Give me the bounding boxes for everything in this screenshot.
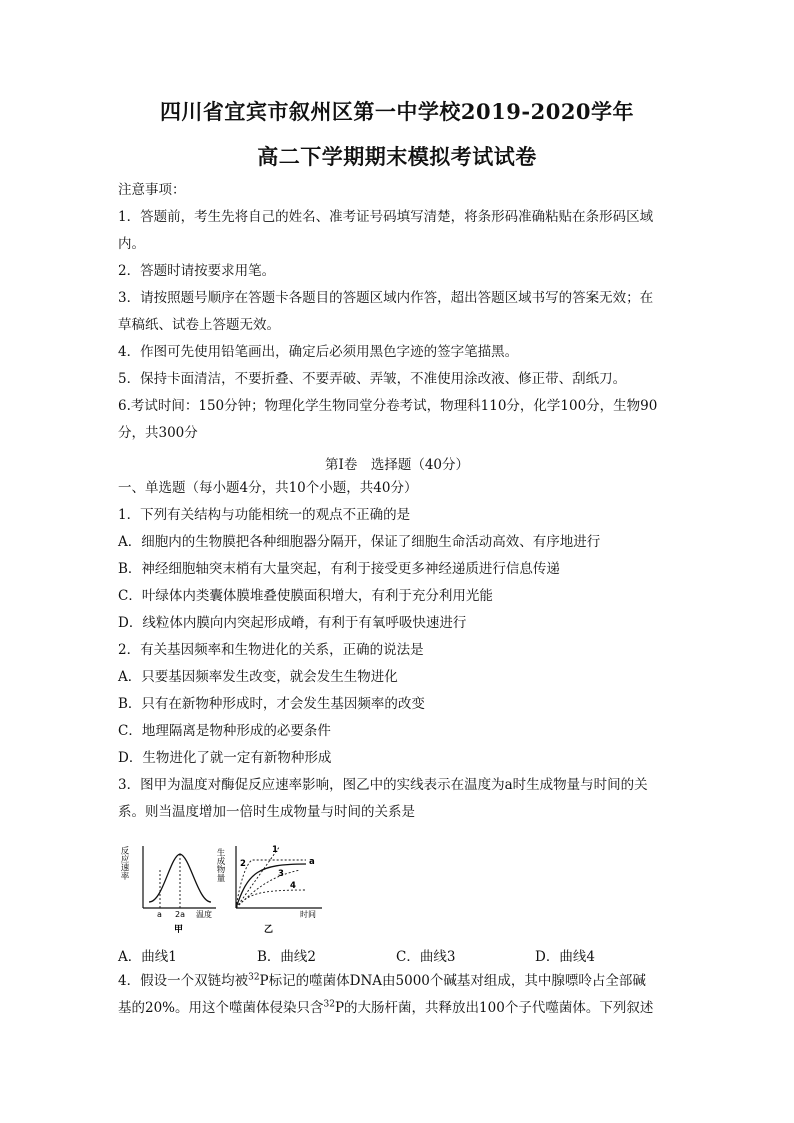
jia-caption: 甲	[174, 925, 184, 935]
question-4-line2	[118, 999, 653, 1017]
figure-yi	[215, 842, 328, 937]
q4-text: P的大肠杆菌，共释放出100个子代噬菌体。下列叙述	[334, 1000, 654, 1016]
notice-line: 5．保持卡面清洁，不要折叠、不要弄破、弄皱，不准使用涂改液、修正带、刮纸刀。	[118, 371, 627, 387]
yi-curve-label-1: 1	[272, 845, 278, 855]
section-title: 第I卷 选择题（40分）	[324, 457, 469, 473]
jia-xlabel: 温度	[196, 910, 212, 919]
question-1-option-d: D．线粒体内膜向内突起形成嵴，有利于有氧呼吸快速进行	[118, 615, 467, 631]
question-2-option-c: C．地理隔离是物种形成的必要条件	[118, 723, 331, 739]
question-1-option-c: C．叶绿体内类囊体膜堆叠使膜面积增大，有利于充分利用光能	[118, 588, 493, 604]
jia-ylabel: 反应速率	[119, 846, 129, 880]
q4-superscript: 32	[248, 972, 260, 983]
yi-curve-label-4: 4	[290, 881, 296, 891]
notice-line: 3．请按照题号顺序在答题卡各题目的答题区域内作答，超出答题区域书写的答案无效；在	[118, 290, 654, 306]
figure-jia	[118, 842, 218, 937]
question-3-stem-line2: 系。则当温度增加一倍时生成物量与时间的关系是	[118, 804, 415, 820]
question-3-option-b: B．曲线2	[257, 949, 317, 965]
question-3-option-c: C．曲线3	[396, 949, 456, 965]
notice-line: 2．答题时请按要求用笔。	[118, 263, 276, 279]
section-subtitle: 一、单选题（每小题4分，共10个小题，共40分）	[118, 480, 418, 496]
jia-tick-2a: 2a	[175, 910, 185, 919]
question-1-option-a: A．细胞内的生物膜把各种细胞器分隔开，保证了细胞生命活动高效、有序地进行	[118, 534, 601, 550]
yi-curve-label-a: a	[309, 857, 315, 867]
q4-text: 4．假设一个双链均被	[118, 973, 249, 989]
question-3-option-d: D．曲线4	[535, 949, 595, 965]
q4-superscript: 32	[323, 999, 335, 1010]
yi-xlabel: 时间	[300, 910, 316, 919]
question-3-option-a: A．曲线1	[118, 949, 177, 965]
exam-title-line1: 四川省宜宾市叙州区第一中学校2019-2020学年	[159, 99, 635, 124]
question-1-stem: 1．下列有关结构与功能相统一的观点不正确的是	[118, 507, 411, 523]
question-2-option-d: D．生物进化了就一定有新物种形成	[118, 750, 332, 766]
question-3-stem-line1: 3．图甲为温度对酶促反应速率影响，图乙中的实线表示在温度为a时生成物量与时间的关	[118, 777, 648, 793]
question-2-option-a: A．只要基因频率发生改变，就会发生生物进化	[118, 669, 398, 685]
notice-line: 草稿纸、试卷上答题无效。	[118, 317, 280, 333]
notice-line: 1．答题前，考生先将自己的姓名、准考证号码填写清楚，将条形码准确粘贴在条形码区域	[118, 209, 654, 225]
question-4-line1	[118, 972, 646, 990]
yi-ylabel: 生成物量	[215, 848, 225, 882]
question-1-option-b: B．神经细胞轴突末梢有大量突起，有利于接受更多神经递质进行信息传递	[118, 561, 560, 577]
question-2-option-b: B．只有在新物种形成时，才会发生基因频率的改变	[118, 696, 425, 712]
exam-title-line2: 高二下学期期末模拟考试试卷	[257, 144, 537, 169]
notice-line: 6.考试时间：150分钟；物理化学生物同堂分卷考试，物理科110分，化学100分，生物90	[118, 398, 658, 414]
notice-line: 内。	[118, 236, 145, 252]
yi-curve-label-3: 3	[278, 869, 284, 879]
yi-caption: 乙	[264, 925, 274, 935]
question-2-stem: 2．有关基因频率和生物进化的关系，正确的说法是	[118, 642, 424, 658]
notice-line: 4．作图可先使用铅笔画出，确定后必须用黑色字迹的签字笔描黑。	[118, 344, 519, 360]
jia-tick-a: a	[157, 910, 162, 919]
q4-text: 基的20%。用这个噬菌体侵染只含	[118, 1000, 324, 1016]
q4-text: P标记的噬菌体DNA由5000个碱基对组成，其中腺嘌呤占全部碱	[259, 973, 646, 989]
notice-heading: 注意事项：	[118, 182, 186, 198]
yi-curve-label-2: 2	[240, 859, 246, 869]
notice-line: 分，共300分	[118, 425, 198, 441]
